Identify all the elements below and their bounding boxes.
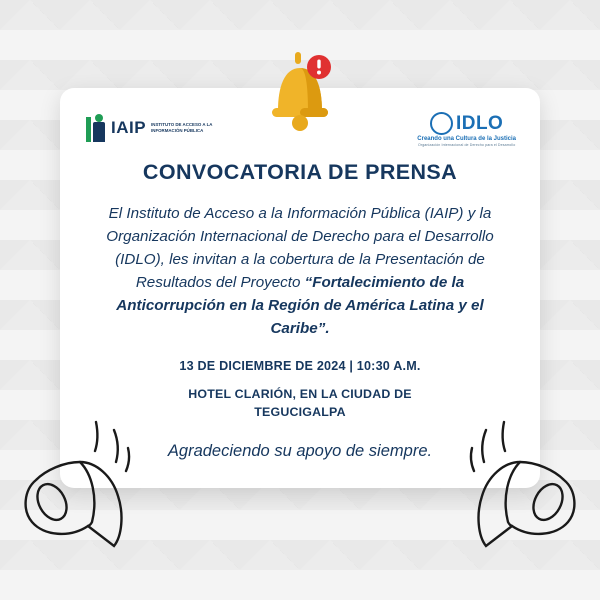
- project-name: “Fortalecimiento de la Anticorrupción en la Región de América Latina y el Caribe”.: [116, 274, 484, 338]
- iaip-logo-icon: [86, 114, 106, 142]
- megaphone-icon: [18, 418, 148, 558]
- invitation-paragraph: [90, 202, 510, 341]
- iaip-logo-subtitle: INSTITUTO DE ACCESO A LA INFORMACIÓN PÚBLICA: [151, 122, 213, 133]
- page-title: CONVOCATORIA DE PRENSA: [142, 160, 458, 184]
- idlo-logo: [417, 112, 516, 147]
- iaip-logo: [86, 114, 217, 142]
- event-date: 13 DE DICIEMBRE DE 2024 | 10:30 A.M.: [179, 358, 421, 373]
- idlo-logo-name: IDLO: [455, 113, 504, 134]
- closing-line: Agradeciendo su apoyo de siempre.: [167, 441, 433, 460]
- megaphone-icon: [452, 418, 582, 558]
- invitation-text: El Instituto de Acceso a la Información Pública (IAIP) y la Organización Internacional de Derecho para el Desarrollo (IDLO), les invitan a la cobertura de la Presentación de Resultados del Proyecto: [106, 205, 494, 292]
- venue-line-1: HOTEL CLARIÓN, EN LA CIUDAD DE: [188, 386, 412, 401]
- venue-line-2: TEGUCIGALPA: [254, 404, 346, 419]
- idlo-logo-icon: [430, 112, 453, 135]
- card-content: [82, 160, 518, 461]
- idlo-logo-tagline: Creando una Cultura de la Justicia: [417, 136, 516, 142]
- event-venue: [82, 386, 518, 422]
- iaip-logo-name: IAIP: [111, 118, 147, 137]
- bell-icon: [262, 48, 338, 138]
- idlo-logo-subtitle: Organización Internacional de Derecho para el Desarrollo: [418, 143, 516, 147]
